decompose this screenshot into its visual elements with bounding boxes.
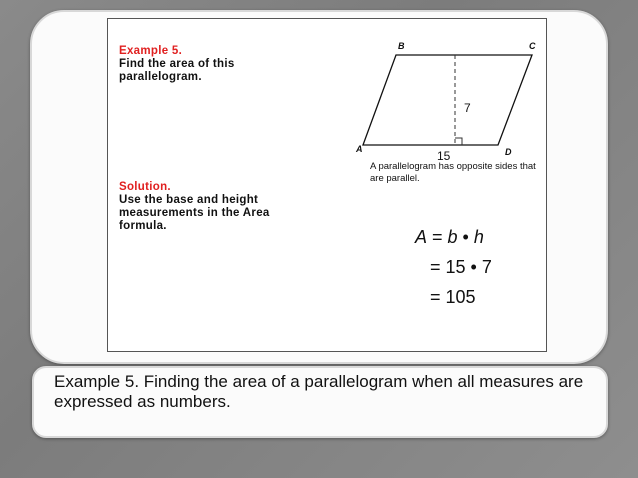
equation-line-2: = 15 • 7 [430,257,492,277]
eq-base-var: b [447,227,458,247]
right-angle-mark [455,138,462,145]
parallelogram-figure [353,35,543,170]
solution-heading [119,181,319,233]
caption-box [32,366,608,438]
vertex-c-label: C [529,41,536,51]
parallelogram-shape [363,55,532,145]
example-title: Example 5. [119,45,183,57]
caption-text: Example 5. Finding the area of a parallelogram when all measures are expressed as numbers. [54,372,584,411]
equation-line-3: = 105 [430,287,476,307]
vertex-b-label: B [398,41,405,51]
example-body: Find the area of this parallelogram. [119,58,235,83]
base-label: 15 [437,149,451,163]
vertex-a-label: A [356,144,363,154]
example-heading [119,45,319,84]
eq-dot: • [457,227,474,247]
equation-line-1 [415,227,484,248]
height-label: 7 [464,101,471,115]
eq-area-var: A [415,227,428,247]
parallelogram-note: A parallelogram has opposite sides that are parallel. [370,161,536,184]
solution-body: Use the base and height measurements in the Area formula. [119,194,270,232]
eq-equals: = [427,227,448,247]
vertex-d-label: D [505,147,512,157]
solution-title: Solution. [119,181,171,193]
eq-height-var: h [473,227,484,247]
slide-content [107,18,547,352]
